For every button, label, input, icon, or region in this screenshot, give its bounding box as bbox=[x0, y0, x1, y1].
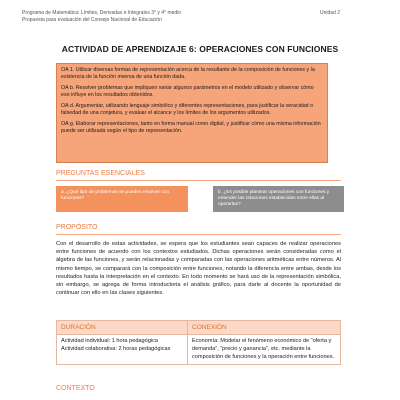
section-divider bbox=[56, 234, 341, 235]
purpose-heading: PROPÓSITO bbox=[56, 224, 98, 231]
activity-title: ACTIVIDAD DE APRENDIZAJE 6: OPERACIONES CON FUNCIONES bbox=[61, 44, 339, 54]
objective-item: OA b. Resolver problemas que impliquen variar algunos parámetros en el modelo utilizado y observar cómo eso influye en los resultados obtenidos. bbox=[61, 85, 314, 98]
essential-question-b: b. ¿Es posible plantear operaciones con funciones y entender las relaciones establecidas entre ellas al operarlas? bbox=[213, 186, 344, 212]
essential-question-a: a. ¿Qué tipo de problemas se pueden resolver con funciones? bbox=[56, 186, 188, 212]
header-proposal: Propuesta para evaluación del Consejo Nacional de Educación bbox=[22, 17, 162, 23]
purpose-text: Con el desarrollo de estas actividades, se espera que los estudiantes sean capaces de realizar operaciones entre funciones de acuerdo con los contextos estudiados. Dichas operaciones serán consideradas como el álgebra de las funciones, y serán relacionadas y comparadas con las operaciones aritméticas entre números. Al mismo tiempo, se comparará con la composición entre funciones, notando la diferencia entre ambas, desde los resultados hasta la interpretación en el contexto. En todo momento se hará uso de la representación simbólica, sin embargo, se agrega de forma introductoria el análisis gráfico, para darle al docente la oportunidad de continuar con ello en las clases siguientes. bbox=[56, 241, 341, 297]
page-header bbox=[22, 10, 181, 24]
duration-cell bbox=[57, 335, 188, 365]
connection-cell: Economía: Modelar el fenómeno económico de “oferta y demanda”, “precio y ganancia”, etc. mediante la composición de funciones y la operación entre funciones. bbox=[188, 335, 341, 365]
connection-header: CONEXIÓN bbox=[188, 321, 341, 335]
section-divider bbox=[56, 180, 341, 181]
objective-item: OA 1. Utilizar diversas formas de representación acerca de la resultante de la composición de funciones y la existencia de la función inversa de una función dada. bbox=[61, 67, 315, 80]
duration-header: DURACIÓN bbox=[57, 321, 188, 335]
objective-item: OA d. Argumentar, utilizando lenguaje simbólico y diferentes representaciones, para justificar la veracidad o falsedad de una conjetura, y evaluar el alcance y los límites de los argumentos utilizados. bbox=[61, 103, 314, 116]
duration-collaborative: Actividad colaborativa: 2 horas pedagógicas bbox=[61, 345, 171, 352]
header-unit: Unidad 2 bbox=[319, 10, 340, 16]
objective-item: OA g. Elaborar representaciones, tanto en forma manual como digital, y justificar cómo una misma información puede ser utilizada según el tipo de representación. bbox=[61, 121, 321, 134]
essential-questions-heading: PREGUNTAS ESENCIALES bbox=[56, 170, 145, 177]
context-heading: CONTEXTO bbox=[56, 385, 95, 392]
duration-individual: Actividad individual: 1 hora pedagógica bbox=[61, 338, 159, 344]
header-program: Programa de Matemática: Límites, Derivadas e Integrales 3° y 4° medio bbox=[22, 10, 182, 16]
duration-connection-table bbox=[56, 320, 341, 365]
objectives-box bbox=[56, 63, 328, 163]
